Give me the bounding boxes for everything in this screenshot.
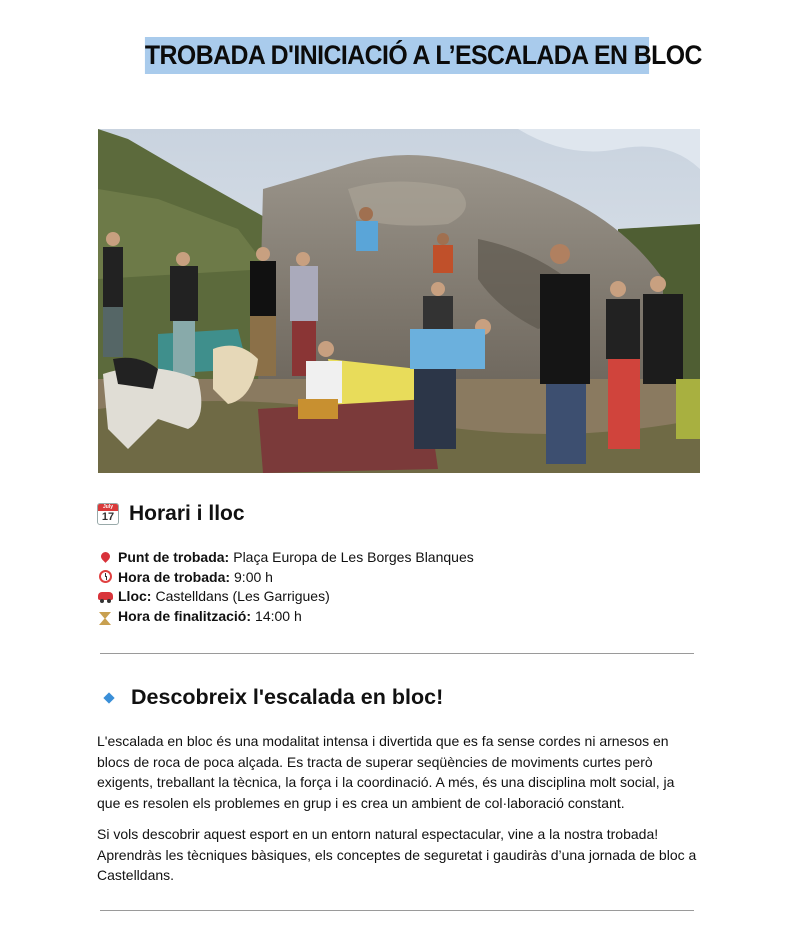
info-end-time (97, 606, 474, 626)
schedule-heading (97, 502, 245, 526)
info-value: Plaça Europa de Les Borges Blanques (233, 548, 474, 565)
calendar-month: July (98, 504, 118, 511)
schedule-heading-text: Horari i lloc (129, 502, 245, 525)
info-label: Hora de finalització: (118, 607, 252, 624)
info-location (97, 586, 474, 606)
info-value: 14:00 h (255, 607, 302, 624)
info-meeting-time (97, 567, 474, 587)
discover-heading (97, 685, 443, 710)
car-icon (97, 588, 113, 604)
calendar-day: 17 (101, 511, 115, 523)
alarm-clock-icon (97, 569, 113, 585)
info-label: Lloc: (118, 588, 152, 605)
calendar-icon (97, 503, 119, 525)
discover-paragraph: Si vols descobrir aquest esport en un entorn natural espectacular, vine a la nostra trobada! Aprendràs les tècniques bàsiques, els conceptes de seguretat i gaudiràs d’una jornada de bloc a Castelldans. (97, 826, 697, 883)
info-value: 9:00 h (234, 568, 273, 585)
discover-paragraph: L'escalada en bloc és una modalitat intensa i divertida que es fa sense cordes ni arnesos en blocs de roca de poca alçada. Es tracta de superar seqüències de moviments curtes però exigents, treballant la tècnica, la força i la coordinació. A més, és una disciplina molt social, ja que es resolen els problemes en grup i es crea un ambient de col·laboració constant. (97, 733, 675, 811)
page-title: TROBADA D'INICIACIÓ A L’ESCALADA EN BLOC (145, 37, 649, 74)
info-label: Punt de trobada: (118, 548, 230, 565)
hourglass-icon (97, 608, 113, 624)
info-value: Castelldans (Les Garrigues) (155, 588, 330, 605)
discover-heading-text: Descobreix l'escalada en bloc! (131, 685, 444, 709)
climbing-photo (98, 129, 700, 473)
info-label: Hora de trobada: (118, 568, 231, 585)
schedule-info-list (97, 547, 474, 626)
divider (100, 653, 694, 654)
divider (100, 910, 694, 911)
info-meeting-point (97, 547, 474, 567)
pin-icon (97, 549, 113, 565)
blue-diamond-icon (103, 692, 114, 703)
